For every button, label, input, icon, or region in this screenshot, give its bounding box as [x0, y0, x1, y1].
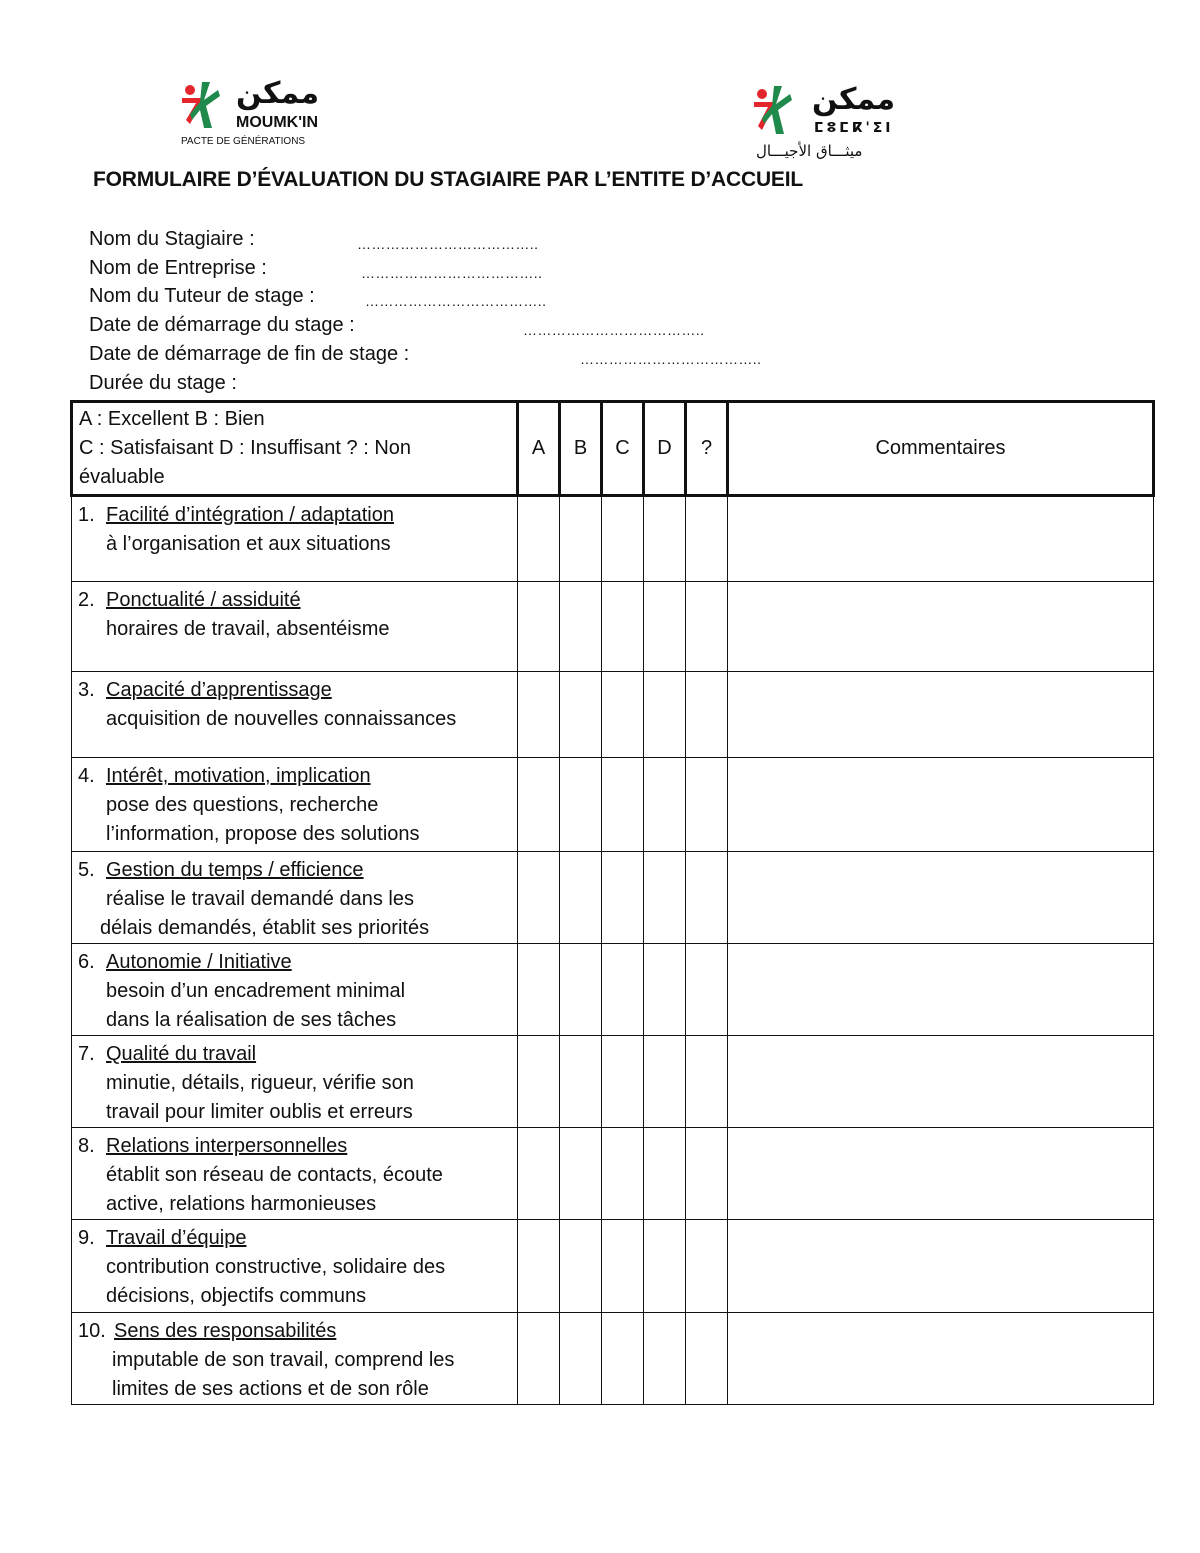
field-value-tuteur[interactable]: ………………………………..	[365, 293, 547, 309]
rating-cell-b[interactable]	[560, 496, 602, 582]
field-value-date-fin[interactable]: ………………………………..	[580, 351, 762, 367]
field-value-stagiaire[interactable]: ………………………………..	[357, 236, 539, 252]
table-row	[72, 1036, 1154, 1128]
comment-cell[interactable]	[728, 672, 1154, 758]
criterion-number: 4.	[78, 765, 95, 787]
criterion-desc: l’information, propose des solutions	[106, 823, 420, 845]
legend-line: évaluable	[79, 466, 165, 488]
rating-cell-b[interactable]	[560, 852, 602, 944]
column-header-comments: Commentaires	[728, 402, 1154, 496]
logo-tagline-text: PACTE DE GÉNÉRATIONS	[181, 136, 306, 147]
criterion-title: Travail d’équipe	[106, 1227, 247, 1249]
table-row	[72, 582, 1154, 672]
comment-cell[interactable]	[728, 758, 1154, 852]
legend-cell	[72, 402, 518, 496]
table-row	[72, 1128, 1154, 1220]
rating-cell-b[interactable]	[560, 582, 602, 672]
criterion-number: 6.	[78, 951, 95, 973]
criterion-number: 5.	[78, 859, 95, 881]
comment-cell[interactable]	[728, 944, 1154, 1036]
criterion-title: Sens des responsabilités	[114, 1320, 337, 1342]
criterion-cell	[72, 852, 518, 944]
table-row	[72, 496, 1154, 582]
criterion-cell	[72, 1313, 518, 1405]
rating-cell-a[interactable]	[518, 1313, 560, 1405]
criterion-cell	[72, 582, 518, 672]
comment-cell[interactable]	[728, 1313, 1154, 1405]
rating-cell-b[interactable]	[560, 758, 602, 852]
criterion-cell	[72, 1220, 518, 1313]
rating-cell-b[interactable]	[560, 1313, 602, 1405]
table-row	[72, 852, 1154, 944]
rating-cell-d[interactable]	[644, 758, 686, 852]
rating-cell-unknown[interactable]	[686, 1036, 728, 1128]
criterion-cell	[72, 758, 518, 852]
criterion-title: Autonomie / Initiative	[106, 951, 292, 973]
rating-cell-b[interactable]	[560, 1036, 602, 1128]
rating-cell-c[interactable]	[602, 1036, 644, 1128]
criterion-desc: pose des questions, recherche	[106, 794, 379, 816]
field-label-date-fin: Date de démarrage de fin de stage :	[89, 343, 410, 365]
rating-cell-unknown[interactable]	[686, 582, 728, 672]
field-label-entreprise: Nom de Entreprise :	[89, 257, 267, 279]
rating-cell-c[interactable]	[602, 582, 644, 672]
rating-cell-unknown[interactable]	[686, 496, 728, 582]
rating-cell-unknown[interactable]	[686, 1128, 728, 1220]
table-row	[72, 672, 1154, 758]
logo-tifinagh-text: ⵎⵓⵎⴽ'ⵉⵏ	[814, 120, 894, 136]
criterion-desc: décisions, objectifs communs	[106, 1285, 367, 1307]
criterion-number: 9.	[78, 1227, 95, 1249]
criterion-title: Qualité du travail	[106, 1043, 257, 1065]
rating-cell-d[interactable]	[644, 1128, 686, 1220]
criterion-cell	[72, 672, 518, 758]
rating-cell-unknown[interactable]	[686, 1220, 728, 1313]
criterion-number: 2.	[78, 589, 95, 611]
criterion-cell	[72, 944, 518, 1036]
column-header-a: A	[518, 402, 560, 496]
rating-cell-unknown[interactable]	[686, 672, 728, 758]
criterion-number: 3.	[78, 679, 95, 701]
criterion-desc: imputable de son travail, comprend les	[112, 1349, 455, 1371]
criterion-number: 10.	[78, 1320, 106, 1342]
legend-line: A : Excellent B : Bien	[79, 408, 265, 430]
criterion-desc: horaires de travail, absentéisme	[106, 618, 390, 640]
criterion-desc: besoin d’un encadrement minimal	[106, 980, 406, 1002]
legend-line: C : Satisfaisant D : Insuffisant ? : Non	[79, 437, 412, 459]
criterion-title: Gestion du temps / efficience	[106, 859, 364, 881]
criterion-desc: réalise le travail demandé dans les	[106, 888, 414, 910]
criterion-desc: minutie, détails, rigueur, vérifie son	[106, 1072, 414, 1094]
rating-cell-c[interactable]	[602, 1220, 644, 1313]
rating-cell-a[interactable]	[518, 1128, 560, 1220]
rating-cell-d[interactable]	[644, 1313, 686, 1405]
column-header-c: C	[602, 402, 644, 496]
comment-cell[interactable]	[728, 1220, 1154, 1313]
field-value-entreprise[interactable]: ………………………………..	[361, 265, 543, 281]
criterion-desc: contribution constructive, solidaire des	[106, 1256, 446, 1278]
rating-cell-d[interactable]	[644, 582, 686, 672]
rating-cell-a[interactable]	[518, 758, 560, 852]
criterion-title: Capacité d’apprentissage	[106, 679, 332, 701]
criterion-desc: établit son réseau de contacts, écoute	[106, 1164, 443, 1186]
rating-cell-c[interactable]	[602, 852, 644, 944]
rating-cell-d[interactable]	[644, 852, 686, 944]
field-value-date-debut[interactable]: ………………………………..	[523, 322, 705, 338]
rating-cell-a[interactable]	[518, 852, 560, 944]
criterion-desc: délais demandés, établit ses priorités	[100, 917, 430, 939]
criterion-cell	[72, 496, 518, 582]
star-figure-icon	[752, 80, 812, 140]
criterion-desc: travail pour limiter oublis et erreurs	[106, 1101, 413, 1123]
criterion-desc: active, relations harmonieuses	[106, 1193, 377, 1215]
logo-arabic-text: ممكن	[812, 82, 896, 117]
rating-cell-c[interactable]	[602, 758, 644, 852]
rating-cell-d[interactable]	[644, 496, 686, 582]
rating-cell-c[interactable]	[602, 1313, 644, 1405]
logo-arabic-text: ممكن	[236, 76, 320, 111]
rating-cell-a[interactable]	[518, 496, 560, 582]
comment-cell[interactable]	[728, 1036, 1154, 1128]
criterion-number: 1.	[78, 504, 95, 526]
comment-cell[interactable]	[728, 1128, 1154, 1220]
rating-cell-a[interactable]	[518, 1036, 560, 1128]
field-label-stagiaire: Nom du Stagiaire :	[89, 228, 255, 250]
rating-cell-unknown[interactable]	[686, 852, 728, 944]
criterion-title: Ponctualité / assiduité	[106, 589, 301, 611]
star-figure-icon	[178, 76, 238, 136]
rating-cell-d[interactable]	[644, 944, 686, 1036]
rating-cell-c[interactable]	[602, 496, 644, 582]
criterion-number: 8.	[78, 1135, 95, 1157]
rating-cell-a[interactable]	[518, 672, 560, 758]
rating-cell-d[interactable]	[644, 1220, 686, 1313]
criterion-title: Relations interpersonnelles	[106, 1135, 348, 1157]
field-label-duree: Durée du stage :	[89, 372, 237, 394]
rating-cell-a[interactable]	[518, 582, 560, 672]
logo-name-text: MOUMK'IN	[236, 114, 319, 131]
table-row	[72, 1313, 1154, 1405]
rating-cell-c[interactable]	[602, 1128, 644, 1220]
table-row	[72, 944, 1154, 1036]
criterion-desc: à l’organisation et aux situations	[106, 533, 391, 555]
rating-cell-b[interactable]	[560, 944, 602, 1036]
criterion-title: Intérêt, motivation, implication	[106, 765, 371, 787]
table-row	[72, 758, 1154, 852]
criterion-title: Facilité d’intégration / adaptation	[106, 504, 394, 526]
rating-cell-b[interactable]	[560, 1220, 602, 1313]
page-title: FORMULAIRE D’ÉVALUATION DU STAGIAIRE PAR L’ENTITE D’ACCUEIL	[93, 168, 803, 191]
evaluation-table	[70, 400, 1155, 1405]
comment-cell[interactable]	[728, 582, 1154, 672]
rating-cell-unknown[interactable]	[686, 758, 728, 852]
rating-cell-b[interactable]	[560, 1128, 602, 1220]
column-header-unknown: ?	[686, 402, 728, 496]
column-header-d: D	[644, 402, 686, 496]
comment-cell[interactable]	[728, 852, 1154, 944]
rating-cell-d[interactable]	[644, 672, 686, 758]
rating-cell-b[interactable]	[560, 672, 602, 758]
logo-tagline-text: ميثـــاق الأجيـــال	[756, 142, 863, 160]
moumkin-logo-right	[752, 80, 912, 164]
criterion-desc: dans la réalisation de ses tâches	[106, 1009, 397, 1031]
criterion-cell	[72, 1128, 518, 1220]
rating-cell-unknown[interactable]	[686, 944, 728, 1036]
column-header-b: B	[560, 402, 602, 496]
rating-cell-c[interactable]	[602, 944, 644, 1036]
rating-cell-d[interactable]	[644, 1036, 686, 1128]
rating-cell-c[interactable]	[602, 672, 644, 758]
rating-cell-a[interactable]	[518, 1220, 560, 1313]
rating-cell-unknown[interactable]	[686, 1313, 728, 1405]
comment-cell[interactable]	[728, 496, 1154, 582]
moumkin-logo-left	[178, 76, 338, 150]
criterion-desc: limites de ses actions et de son rôle	[112, 1378, 429, 1400]
rating-cell-a[interactable]	[518, 944, 560, 1036]
criterion-number: 7.	[78, 1043, 95, 1065]
field-label-date-debut: Date de démarrage du stage :	[89, 314, 355, 336]
criterion-desc: acquisition de nouvelles connaissances	[106, 708, 457, 730]
table-header-row	[72, 402, 1154, 496]
field-label-tuteur: Nom du Tuteur de stage :	[89, 285, 315, 307]
criterion-cell	[72, 1036, 518, 1128]
table-row	[72, 1220, 1154, 1313]
